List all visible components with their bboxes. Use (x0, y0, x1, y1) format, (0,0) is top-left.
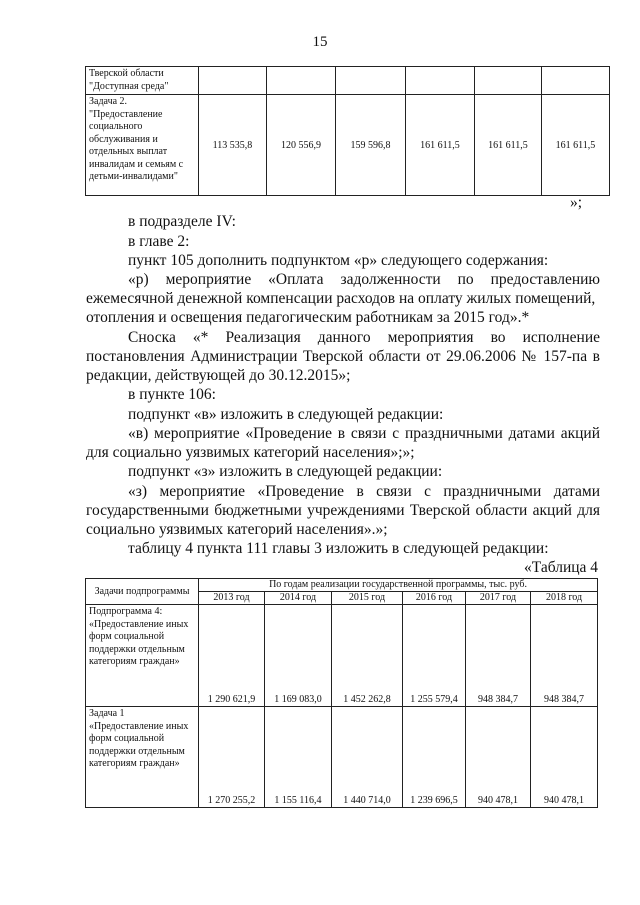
task-label: Задача 2. "Предоставление социального обслуживания и отдельных выплат инвалидам и семьям с детьми-инвалидами" (86, 95, 199, 196)
text-sub-z-line2: государственными бюджетными учреждениями Тверской области акций для (86, 502, 600, 519)
table-row (86, 707, 598, 808)
text-sub-z-line1: «з) мероприятие «Проведение в связи с праздничными датами (128, 483, 600, 500)
value-cell: 1 239 696,5 (403, 707, 466, 808)
text-footnote-line3: редакции, действующей до 30.12.2015»; (86, 367, 351, 384)
text-footnote-line1: Сноска «* Реализация данного мероприятия во исполнение (128, 329, 600, 346)
value-cell: 948 384,7 (531, 605, 598, 707)
row-label: Задача 1 «Предоставление иных форм социальной поддержки отдельным категориям граждан» (86, 707, 199, 808)
value-cell: 120 556,9 (267, 95, 336, 196)
value-cell: 161 611,5 (406, 95, 475, 196)
text-subitem-r-line2: ежемесячной денежной компенсации расходов на оплату жилых помещений, (86, 290, 596, 307)
header-tasks: Задачи подпрограммы (86, 579, 199, 605)
table-header-row (86, 579, 598, 592)
header-year: 2015 год (332, 592, 403, 605)
header-year: 2016 год (403, 592, 466, 605)
text-sub-v-line1: «в) мероприятие «Проведение в связи с праздничными датами акций (128, 425, 600, 442)
text-sub-v-intro: подпункт «в» изложить в следующей редакции: (128, 406, 444, 423)
text-item106: в пункте 106: (128, 386, 216, 403)
text-subsection: в подразделе IV: (128, 213, 236, 230)
text-sub-z-line3: социально уязвимых категорий населения».»; (86, 521, 388, 538)
header-years-group: По годам реализации государственной программы, тыс. руб. (199, 579, 598, 592)
text-sub-v-line2: для социально уязвимых категорий населения»;»; (86, 444, 415, 461)
value-cell: 1 452 262,8 (332, 605, 403, 707)
text-footnote-line2: постановления Администрации Тверской области от 29.06.2006 № 157-па в (86, 348, 600, 365)
value-cell: 1 270 255,2 (199, 707, 265, 808)
header-year: 2018 год (531, 592, 598, 605)
table4-caption: «Таблица 4 (524, 559, 599, 576)
closing-quote: »; (570, 194, 583, 211)
value-cell: 940 478,1 (466, 707, 531, 808)
header-year: 2017 год (466, 592, 531, 605)
value-cell: 113 535,8 (199, 95, 267, 196)
continued-table (85, 66, 610, 196)
value-cell: 948 384,7 (466, 605, 531, 707)
table-row (86, 95, 610, 196)
value-cell: 1 290 621,9 (199, 605, 265, 707)
value-cell: 1 155 116,4 (265, 707, 332, 808)
value-cell: 161 611,5 (475, 95, 542, 196)
text-chapter: в главе 2: (128, 233, 190, 250)
row-label: Тверской области "Доступная среда" (86, 67, 199, 95)
page-number: 15 (312, 34, 328, 50)
header-year: 2014 год (265, 592, 332, 605)
text-table4-intro: таблицу 4 пункта 111 главы 3 изложить в следующей редакции: (128, 540, 549, 557)
value-cell: 161 611,5 (542, 95, 610, 196)
table-4 (85, 578, 598, 808)
row-label: Подпрограмма 4: «Предоставление иных форм социальной поддержки отдельным категориям граждан» (86, 605, 199, 707)
value-cell: 159 596,8 (336, 95, 406, 196)
table-row (86, 67, 610, 95)
text-subitem-r-line1: «р) мероприятие «Оплата задолженности по предоставлению (128, 271, 600, 288)
value-cell: 1 255 579,4 (403, 605, 466, 707)
value-cell: 1 169 083,0 (265, 605, 332, 707)
text-subitem-r-line3: отопления и освещения педагогическим работникам за 2015 год».* (86, 309, 530, 326)
text-sub-z-intro: подпункт «з» изложить в следующей редакции: (128, 463, 443, 480)
header-year: 2013 год (199, 592, 265, 605)
text-item105: пункт 105 дополнить подпунктом «р» следующего содержания: (128, 252, 549, 269)
value-cell: 940 478,1 (531, 707, 598, 808)
table-row (86, 605, 598, 707)
value-cell: 1 440 714,0 (332, 707, 403, 808)
